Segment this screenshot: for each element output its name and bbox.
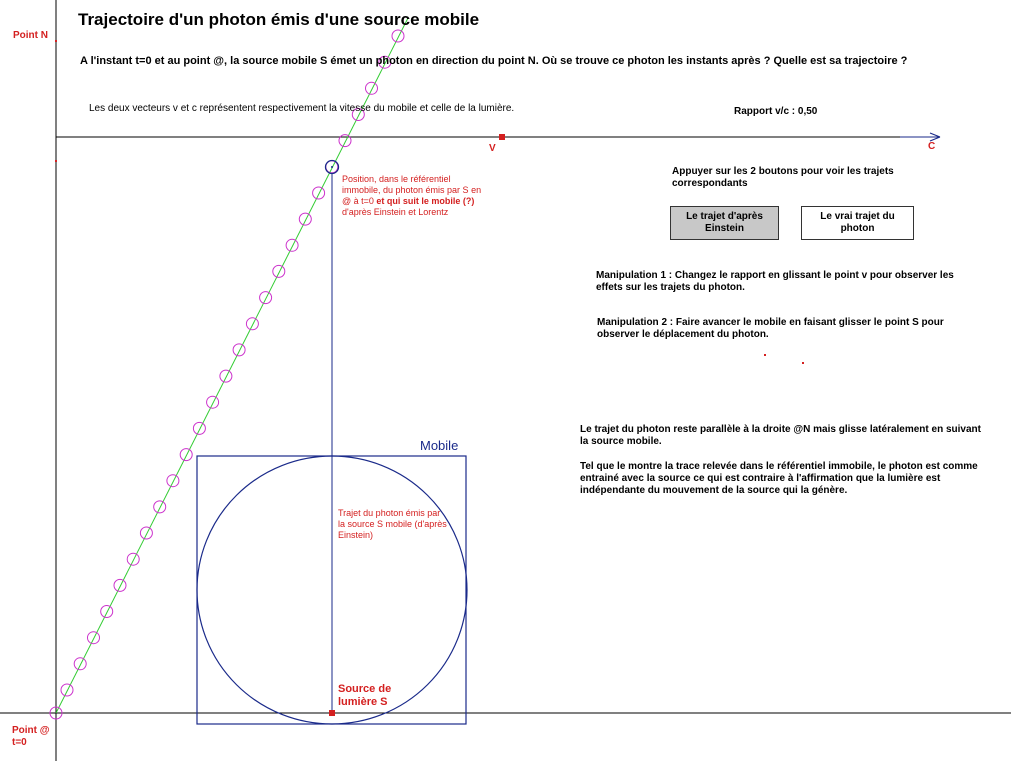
photon-trail-point: [114, 579, 126, 591]
conclusion-2-text: Tel que le montre la trace relevée dans le référentiel immobile, le photon est comme entrainé avec la source ce qui est contraire à l'affirmation que la lumière est indépendante du mouvement de la source qui la génère.: [580, 461, 978, 496]
photon-trail-point: [140, 527, 152, 539]
photon-trail-point: [246, 318, 258, 330]
photon-trail-point: [88, 632, 100, 644]
photon-trail-point: [74, 658, 86, 670]
photon-current-dot: [331, 166, 333, 168]
source-s-handle[interactable]: [329, 710, 335, 716]
photon-trail-point: [339, 135, 351, 147]
photon-trail-point: [61, 684, 73, 696]
stray-marker: [764, 354, 766, 356]
source-label: [338, 683, 418, 709]
true-path-button[interactable]: Le vrai trajet du photon: [801, 206, 914, 240]
position-annotation-part1: Position, dans le référentiel immobile, du photon émis par S en @ à t=0: [342, 174, 482, 206]
einstein-path-button[interactable]: Le trajet d'après Einstein: [670, 206, 779, 240]
photon-trail-point: [392, 30, 404, 42]
c-label: C: [928, 141, 936, 152]
photon-trail-point: [154, 501, 166, 513]
conclusion-1-text: Le trajet du photon reste parallèle à la droite @N mais glisse latéralement en suivant la source mobile.: [580, 424, 981, 447]
source-label-line1: Source de: [338, 683, 392, 695]
page-title: Trajectoire d'un photon émis d'une source mobile: [78, 10, 480, 29]
photon-trail-point: [260, 292, 272, 304]
position-annotation-bold: et qui suit le mobile (?): [376, 196, 475, 206]
v-point-handle[interactable]: [499, 134, 505, 140]
photon-trail-point: [101, 606, 113, 618]
point-origin-time: t=0: [12, 737, 27, 748]
photon-trail-point: [220, 370, 232, 382]
photon-trail-point: [273, 265, 285, 277]
position-annotation: [342, 174, 482, 218]
photon-trail-point: [207, 396, 219, 408]
point-origin-name: Point @: [12, 725, 50, 736]
manipulation-2-text: Manipulation 2 : Faire avancer le mobile en faisant glisser le point S pour observer le déplacement du photon.: [597, 317, 944, 340]
manipulation-1-text: Manipulation 1 : Changez le rapport en glissant le point v pour observer les effets sur les trajets du photon.: [596, 270, 954, 293]
v-label: V: [489, 143, 496, 154]
ratio-readout: Rapport v/c : 0,50: [734, 106, 818, 117]
photon-trail-point: [180, 449, 192, 461]
photon-trail-point: [366, 82, 378, 94]
photon-trail-point: [286, 239, 298, 251]
photon-trail: [61, 30, 404, 696]
photon-trail-point: [167, 475, 179, 487]
point-origin-label: [12, 725, 50, 749]
point-n-label: Point N: [13, 30, 48, 41]
photon-trajectory-line: [56, 18, 408, 713]
source-label-line2: lumière S: [338, 696, 388, 708]
photon-trail-point: [233, 344, 245, 356]
photon-trail-point: [313, 187, 325, 199]
vectors-note: Les deux vecteurs v et c représentent respectivement la vitesse du mobile et celle de la lumière.: [89, 103, 515, 114]
question-text: A l'instant t=0 et au point @, la source mobile S émet un photon en direction du point N. Où se trouve ce photon les instants après ? Quelle est sa trajectoire ?: [80, 55, 908, 67]
photon-trail-point: [299, 213, 311, 225]
trajet-annotation: Trajet du photon émis par la source S mobile (d'après Einstein): [338, 508, 447, 540]
instructions-text: Appuyer sur les 2 boutons pour voir les trajets correspondants: [672, 166, 894, 189]
photon-trail-point: [127, 553, 139, 565]
mobile-label: Mobile: [420, 438, 459, 453]
axis-tick-red: [55, 160, 57, 162]
position-annotation-part3: d'après Einstein et Lorentz: [342, 207, 449, 217]
axis-tick-red: [55, 40, 57, 42]
stray-marker: [802, 362, 804, 364]
photon-trail-point: [193, 422, 205, 434]
